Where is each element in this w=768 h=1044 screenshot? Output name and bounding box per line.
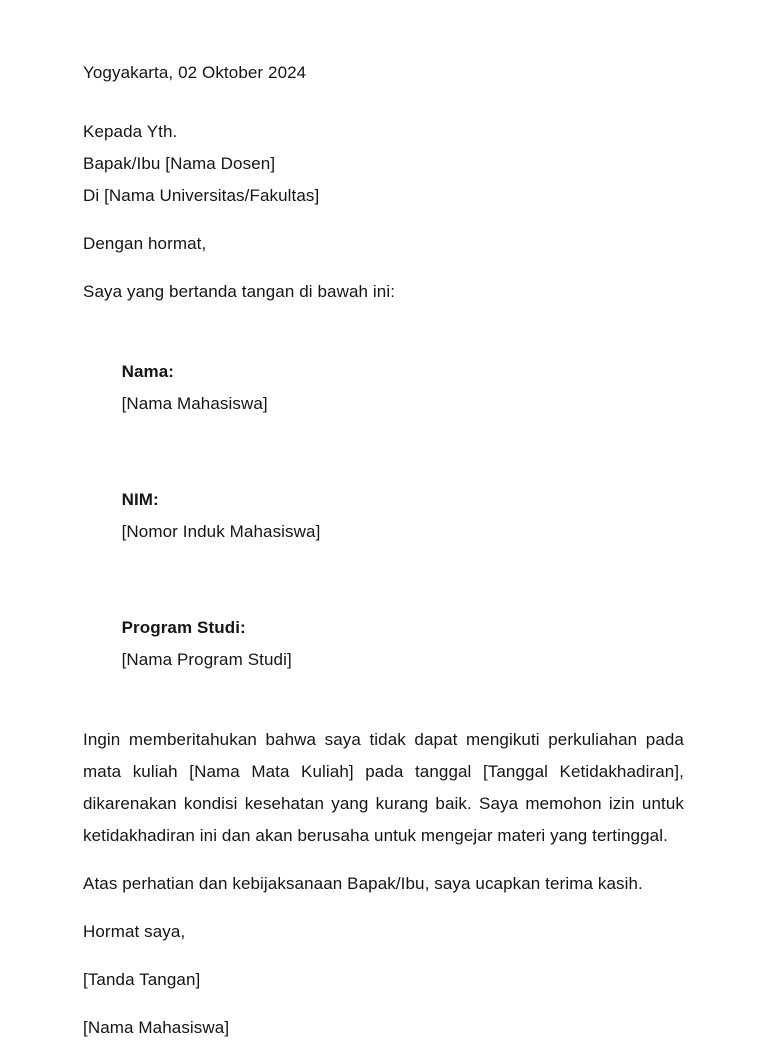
body-paragraph: Ingin memberitahukan bahwa saya tidak dapat mengikuti perkuliahan pada mata kuliah [Nama Mata Kuliah] pada tanggal [Tanggal Ketidakhadiran], dikarenakan kondisi kesehatan yang kurang baik. Saya memohon izin untuk ketidakhadiran ini dan akan berusaha untuk mengejar materi yang tertinggal.	[83, 730, 684, 845]
date-line: Yogyakarta, 02 Oktober 2024	[83, 63, 307, 82]
identity-row-name	[83, 324, 684, 452]
signer-name-block	[83, 1012, 684, 1044]
recipient-line-3: Di [Nama Universitas/Fakultas]	[83, 186, 320, 205]
salutation-block	[83, 228, 684, 260]
intro-line: Saya yang bertanda tangan di bawah ini:	[83, 282, 396, 301]
signoff-line: Hormat saya,	[83, 922, 186, 941]
recipient-line-2: Bapak/Ibu [Nama Dosen]	[83, 154, 276, 173]
signature-placeholder-block	[83, 964, 684, 996]
identity-row-nim	[83, 452, 684, 580]
identity-value-name: [Nama Mahasiswa]	[121, 394, 268, 413]
identity-block	[83, 324, 684, 708]
intro-block	[83, 276, 684, 308]
closing-block	[83, 868, 684, 900]
signature-placeholder: [Tanda Tangan]	[83, 970, 201, 989]
signoff-block	[83, 916, 684, 948]
recipient-line-1: Kepada Yth.	[83, 122, 178, 141]
recipient-block	[83, 116, 684, 212]
identity-value-nim: [Nomor Induk Mahasiswa]	[121, 522, 321, 541]
date-block	[83, 57, 684, 89]
body-block	[83, 724, 684, 852]
letter-body	[83, 57, 684, 1044]
identity-label-name: Nama:	[121, 362, 175, 381]
identity-row-program	[83, 580, 684, 708]
signer-name: [Nama Mahasiswa]	[83, 1018, 230, 1037]
identity-label-nim: NIM:	[121, 490, 159, 509]
identity-label-program: Program Studi:	[121, 618, 246, 637]
identity-value-program: [Nama Program Studi]	[121, 650, 292, 669]
salutation-line: Dengan hormat,	[83, 234, 207, 253]
closing-paragraph: Atas perhatian dan kebijaksanaan Bapak/Ibu, saya ucapkan terima kasih.	[83, 874, 643, 893]
